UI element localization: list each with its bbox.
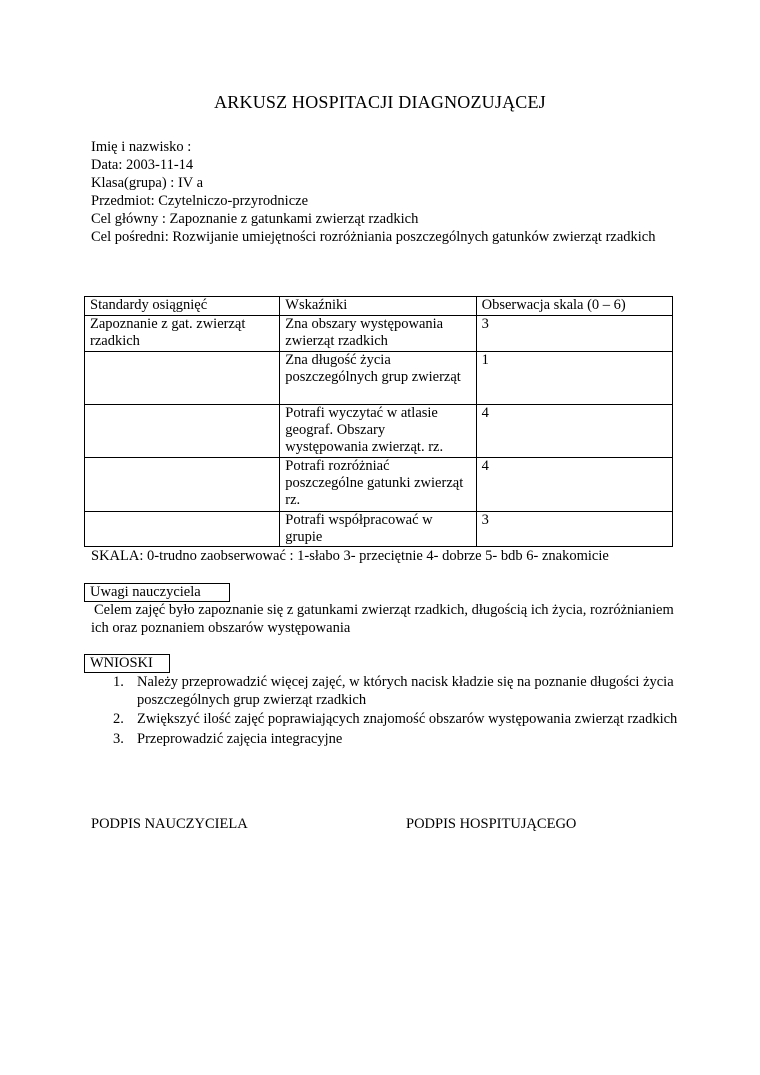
list-item-number: 1. [113,674,124,690]
list-item-number: 2. [113,711,124,727]
info-name: Imię i nazwisko : [91,139,192,155]
table-row [85,316,673,352]
table-header-row [85,297,673,316]
observer-signature-label: PODPIS HOSPITUJĄCEGO [406,816,577,832]
list-item-text: Należy przeprowadzić więcej zajęć, w których nacisk kładzie się na poznanie długości życia poszczególnych grup zwierząt rzadkich [137,674,674,708]
info-class: Klasa(grupa) : IV a [91,175,204,191]
list-item-text: Zwiększyć ilość zajęć poprawiających znajomość obszarów występowania zwierząt rzadkich [137,711,678,727]
info-subject: Przedmiot: Czytelniczo-przyrodnicze [91,193,309,209]
cell-standard [85,512,280,547]
cell-score: 1 [476,352,672,405]
document-title: ARKUSZ HOSPITACJI DIAGNOZUJĄCEJ [214,92,546,112]
cell-standard [85,352,280,405]
cell-score: 3 [476,512,672,547]
observation-table [84,296,673,547]
cell-indicator: Zna obszary występowania zwierząt rzadkich [280,316,476,352]
info-indirect-goal: Cel pośredni: Rozwijanie umiejętności rozróżniania poszczególnych gatunków zwierząt rzadkich [91,229,656,245]
info-main-goal: Cel główny : Zapoznanie z gatunkami zwierząt rzadkich [91,211,419,227]
scale-legend: SKALA: 0-trudno zaobserwować : 1-słabo 3- przeciętnie 4- dobrze 5- bdb 6- znakomicie [91,548,609,564]
cell-score: 3 [476,316,672,352]
list-item [110,674,690,709]
cell-score: 4 [476,458,672,512]
cell-indicator: Potrafi wyczytać w atlasie geograf. Obszary występowania zwierząt. rz. [280,405,476,458]
remarks-label: Uwagi nauczyciela [84,583,230,602]
header-observation: Obserwacja skala (0 – 6) [476,297,672,316]
cell-indicator: Potrafi rozróżniać poszczególne gatunki zwierząt rz. [280,458,476,512]
cell-standard [85,405,280,458]
cell-standard: Zapoznanie z gat. zwierząt rzadkich [85,316,280,352]
cell-score: 4 [476,405,672,458]
teacher-signature-label: PODPIS NAUCZYCIELA [91,816,248,832]
conclusions-label: WNIOSKI [84,654,170,673]
remarks-text: Celem zajęć było zapoznanie się z gatunkami zwierząt rzadkich, długością ich życia, rozróżnianiem ich oraz poznaniem obszarów występowania [91,602,674,636]
list-item [110,711,690,729]
list-item-text: Przeprowadzić zajęcia integracyjne [137,730,343,747]
table-row [85,458,673,512]
info-section [91,138,681,246]
info-date: Data: 2003-11-14 [91,157,194,173]
table-row [85,405,673,458]
cell-indicator: Potrafi współpracować w grupie [280,512,476,547]
header-indicators: Wskaźniki [280,297,476,316]
table-row [85,512,673,547]
cell-standard [85,458,280,512]
list-item-number: 3. [113,730,124,747]
list-item [110,731,690,749]
cell-indicator: Zna długość życia poszczególnych grup zwierząt [280,352,476,405]
conclusions-list [110,674,690,750]
header-standards: Standardy osiągnięć [85,297,280,316]
table-row [85,352,673,405]
